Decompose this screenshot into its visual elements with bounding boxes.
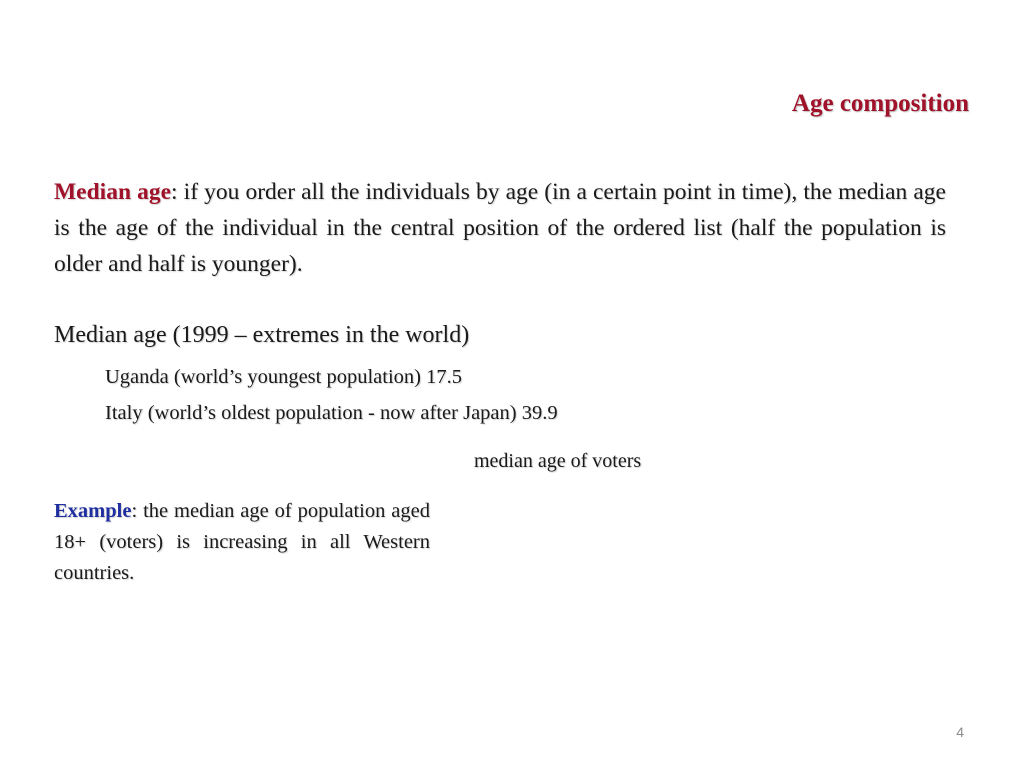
extreme-item-uganda: Uganda (world’s youngest population) 17.5	[105, 366, 462, 388]
median-age-definition	[54, 174, 946, 282]
example-paragraph	[54, 496, 430, 589]
definition-term: Median age	[54, 179, 172, 205]
extremes-heading: Median age (1999 – extremes in the world)	[54, 322, 470, 348]
slide-title: Age composition	[791, 90, 969, 117]
example-term: Example	[54, 500, 132, 522]
example-text: : the median age of population aged 18+ (voters) is increasing in all Western countries.	[54, 500, 430, 584]
page-number: 4	[956, 724, 964, 740]
extreme-item-italy: Italy (world’s oldest population - now after Japan) 39.9	[105, 402, 558, 424]
voters-median-age-label: median age of voters	[474, 450, 642, 472]
definition-text: : if you order all the individuals by age (in a certain point in time), the median age is the age of the individual in the central position of the ordered list (half the population is older and half is younger).	[54, 179, 946, 277]
